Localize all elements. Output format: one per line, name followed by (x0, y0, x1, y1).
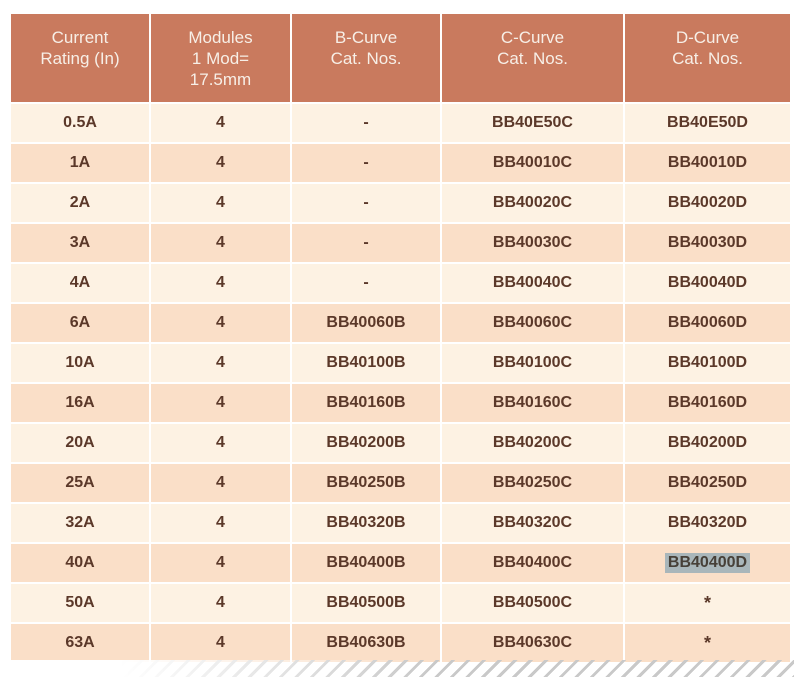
header-line: B-Curve (334, 28, 398, 47)
cell-c-curve: BB40060C (442, 304, 623, 342)
header-current-rating (11, 14, 149, 102)
cell-d-curve: * (625, 584, 790, 622)
cell-current-rating: 25A (11, 464, 149, 502)
cell-b-curve: BB40060B (292, 304, 440, 342)
cell-d-curve: BB40320D (625, 504, 790, 542)
cell-current-rating: 3A (11, 224, 149, 262)
cell-d-curve: BB40160D (625, 384, 790, 422)
cell-current-rating: 10A (11, 344, 149, 382)
table-row (11, 504, 790, 542)
cell-c-curve: BB40400C (442, 544, 623, 582)
header-line: Current (51, 28, 109, 47)
cell-modules: 4 (151, 144, 290, 182)
cell-current-rating: 2A (11, 184, 149, 222)
table-row (11, 464, 790, 502)
header-line: 1 Mod= (191, 49, 250, 68)
table-row (11, 304, 790, 342)
header-b-curve (292, 14, 440, 102)
cell-modules: 4 (151, 584, 290, 622)
table-header-row (11, 14, 790, 102)
diagonal-hatch-decoration (0, 660, 794, 677)
header-line: D-Curve (675, 28, 740, 47)
cell-b-curve: BB40250B (292, 464, 440, 502)
table-row (11, 104, 790, 142)
header-line: Cat. Nos. (672, 49, 743, 68)
cell-d-curve: BB40020D (625, 184, 790, 222)
cell-b-curve: - (292, 224, 440, 262)
table-row (11, 624, 790, 662)
cell-modules: 4 (151, 544, 290, 582)
cell-c-curve: BB40250C (442, 464, 623, 502)
table-row (11, 144, 790, 182)
cell-b-curve: BB40630B (292, 624, 440, 662)
cell-c-curve: BB40030C (442, 224, 623, 262)
table-row (11, 424, 790, 462)
table-row (11, 384, 790, 422)
cell-d-curve: BB40030D (625, 224, 790, 262)
header-c-curve (442, 14, 623, 102)
cell-b-curve: BB40500B (292, 584, 440, 622)
header-line: 17.5mm (189, 70, 252, 89)
cell-current-rating: 0.5A (11, 104, 149, 142)
cell-d-curve: BB40E50D (625, 104, 790, 142)
table-row (11, 544, 790, 582)
table-row (11, 344, 790, 382)
cell-b-curve: BB40320B (292, 504, 440, 542)
cell-current-rating: 4A (11, 264, 149, 302)
cell-modules: 4 (151, 384, 290, 422)
cell-current-rating: 40A (11, 544, 149, 582)
cell-d-curve: BB40040D (625, 264, 790, 302)
cell-modules: 4 (151, 224, 290, 262)
cell-c-curve: BB40160C (442, 384, 623, 422)
header-line: C-Curve (500, 28, 565, 47)
cell-b-curve: - (292, 264, 440, 302)
table-row (11, 584, 790, 622)
cell-modules: 4 (151, 104, 290, 142)
cell-d-curve: BB40100D (625, 344, 790, 382)
cell-c-curve: BB40200C (442, 424, 623, 462)
cell-current-rating: 16A (11, 384, 149, 422)
cell-modules: 4 (151, 464, 290, 502)
header-line: Modules (188, 28, 253, 47)
cell-b-curve: BB40100B (292, 344, 440, 382)
cell-modules: 4 (151, 344, 290, 382)
header-line: Cat. Nos. (497, 49, 568, 68)
cell-modules: 4 (151, 304, 290, 342)
cell-d-curve: * (625, 624, 790, 662)
cell-modules: 4 (151, 504, 290, 542)
cell-b-curve: BB40160B (292, 384, 440, 422)
catalog-table (11, 14, 790, 664)
cell-b-curve: BB40400B (292, 544, 440, 582)
cell-c-curve: BB40E50C (442, 104, 623, 142)
cell-current-rating: 50A (11, 584, 149, 622)
header-modules (151, 14, 290, 102)
cell-modules: 4 (151, 624, 290, 662)
cell-c-curve: BB40010C (442, 144, 623, 182)
cell-modules: 4 (151, 184, 290, 222)
header-line: Rating (In) (40, 49, 120, 68)
cell-current-rating: 6A (11, 304, 149, 342)
table-row (11, 224, 790, 262)
cell-d-curve: BB40010D (625, 144, 790, 182)
cell-c-curve: BB40040C (442, 264, 623, 302)
cell-c-curve: BB40020C (442, 184, 623, 222)
cell-c-curve: BB40100C (442, 344, 623, 382)
cell-current-rating: 20A (11, 424, 149, 462)
header-line: Cat. Nos. (330, 49, 402, 68)
cell-d-curve: BB40250D (625, 464, 790, 502)
cell-b-curve: - (292, 184, 440, 222)
cell-b-curve: BB40200B (292, 424, 440, 462)
cell-b-curve: - (292, 144, 440, 182)
header-d-curve (625, 14, 790, 102)
cell-d-curve (625, 544, 790, 582)
cell-d-curve: BB40060D (625, 304, 790, 342)
cell-current-rating: 32A (11, 504, 149, 542)
text-selection-highlight: BB40400D (665, 553, 750, 573)
cell-b-curve: - (292, 104, 440, 142)
table-row (11, 264, 790, 302)
cell-modules: 4 (151, 264, 290, 302)
cell-current-rating: 1A (11, 144, 149, 182)
cell-d-curve: BB40200D (625, 424, 790, 462)
cell-c-curve: BB40630C (442, 624, 623, 662)
table-row (11, 184, 790, 222)
cell-c-curve: BB40320C (442, 504, 623, 542)
cell-current-rating: 63A (11, 624, 149, 662)
cell-modules: 4 (151, 424, 290, 462)
cell-c-curve: BB40500C (442, 584, 623, 622)
